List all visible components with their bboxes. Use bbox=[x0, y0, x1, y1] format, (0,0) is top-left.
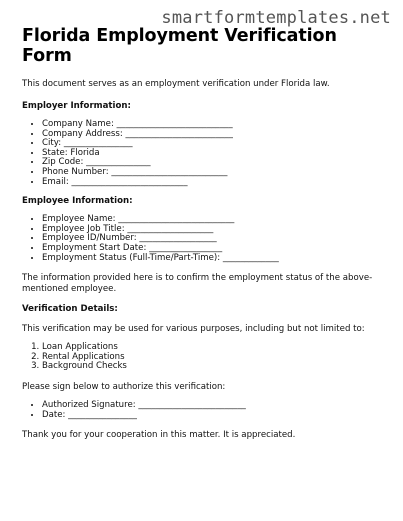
employer-email-field[interactable]: • Email: ___________________________ bbox=[42, 178, 392, 188]
employment-status-field[interactable]: • Employment Status (Full-Time/Part-Time): _____________ bbox=[42, 254, 392, 264]
purpose-text: The information provided here is to confirm the employment status of the above-mentioned employee. bbox=[22, 273, 373, 295]
employer-company-address-field[interactable]: • Company Address: _________________________ bbox=[42, 130, 392, 140]
authorize-text: Please sign below to authorize this verification: bbox=[22, 381, 226, 392]
intro-text: This document serves as an employment verification under Florida law. bbox=[22, 79, 330, 89]
purpose-rental-applications: 2. Rental Applications bbox=[42, 353, 392, 363]
employer-company-name-field[interactable]: • Company Name: ___________________________ bbox=[42, 120, 392, 130]
closing-text: Thank you for your cooperation in this matter. It is appreciated. bbox=[22, 430, 296, 441]
purpose-loan-applications: 1. Loan Applications bbox=[42, 343, 392, 353]
verification-text: This verification may be used for various purposes, including but not limited to: bbox=[22, 324, 365, 335]
employee-field-list bbox=[22, 215, 392, 263]
employer-field-list bbox=[22, 120, 392, 187]
employer-city-field[interactable]: • City: ________________ bbox=[42, 139, 392, 149]
watermark: smartformtemplates.net bbox=[161, 8, 391, 28]
employer-phone-field[interactable]: • Phone Number: ___________________________ bbox=[42, 168, 392, 178]
employment-start-date-field[interactable]: • Employment Start Date: _________________ bbox=[42, 244, 392, 254]
employee-heading: Employee Information: bbox=[22, 196, 133, 207]
employer-zip-field[interactable]: • Zip Code: _______________ bbox=[42, 158, 392, 168]
verification-heading: Verification Details: bbox=[22, 304, 118, 315]
signature-field-list bbox=[22, 401, 392, 420]
authorized-signature-field[interactable]: • Authorized Signature: _________________________ bbox=[42, 401, 392, 411]
signature-date-field[interactable]: • Date: ________________ bbox=[42, 411, 392, 421]
employer-heading: Employer Information: bbox=[22, 101, 131, 111]
employee-id-field[interactable]: • Employee ID/Number: __________________ bbox=[42, 234, 392, 244]
page-title: Florida Employment Verification Form bbox=[22, 26, 337, 66]
document-page bbox=[22, 26, 392, 441]
purpose-background-checks: 3. Background Checks bbox=[42, 362, 392, 372]
employer-state-field: • State: Florida bbox=[42, 149, 392, 159]
employee-name-field[interactable]: • Employee Name: ___________________________ bbox=[42, 215, 392, 225]
employee-job-title-field[interactable]: • Employee Job Title: ____________________ bbox=[42, 225, 392, 235]
verification-purpose-list bbox=[22, 343, 392, 372]
